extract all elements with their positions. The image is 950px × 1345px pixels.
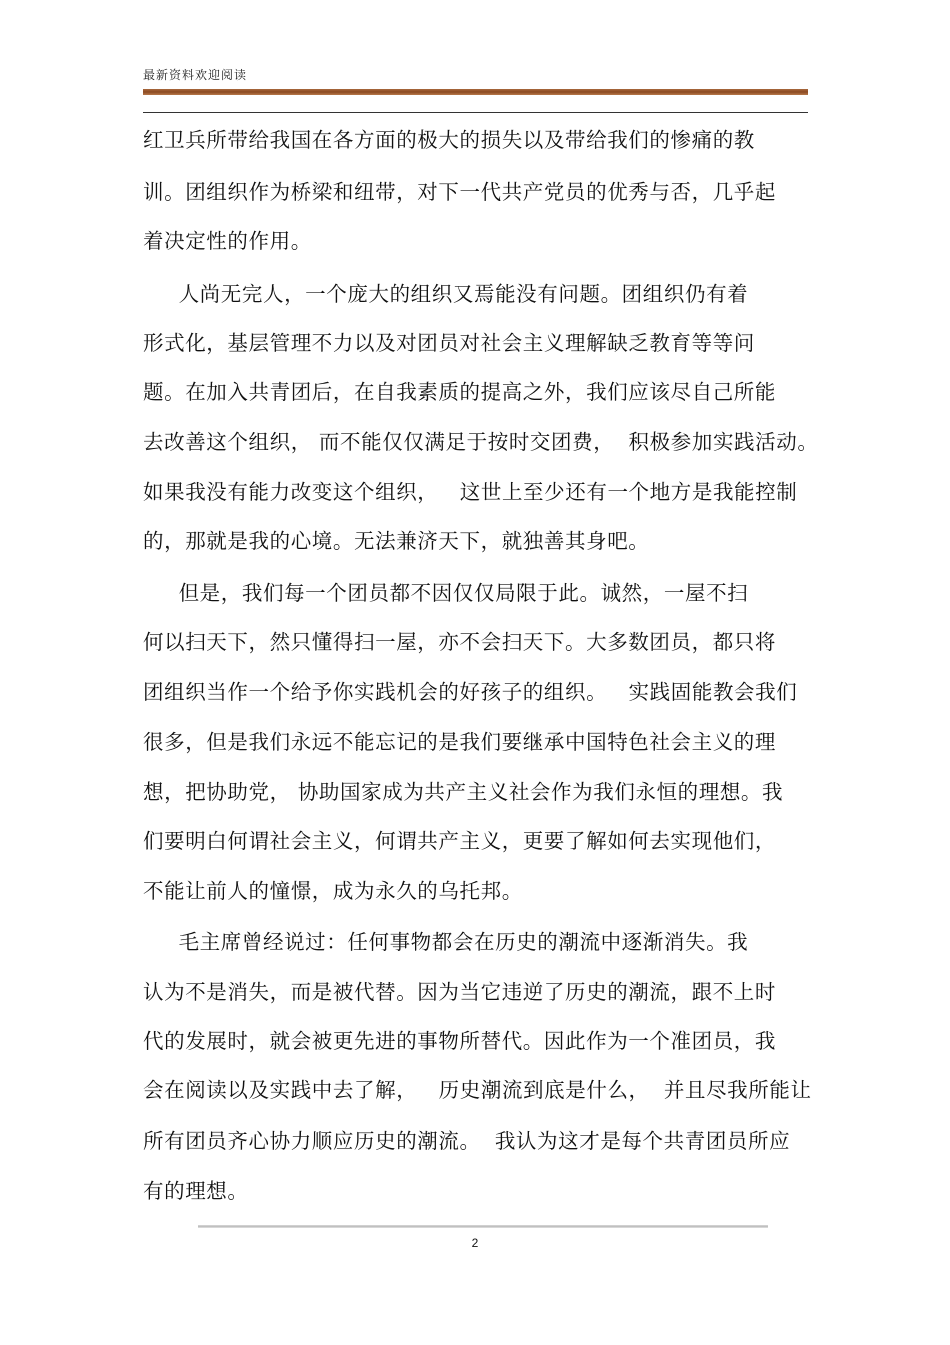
text-line: 着决定性的作用。	[143, 229, 312, 253]
text-line: 们要明白何谓社会主义，何谓共产主义，更要了解如何去实现他们，	[143, 829, 776, 853]
text-line: 不能让前人的憧憬，成为永久的乌托邦。	[143, 879, 523, 903]
text-line: 会在阅读以及实践中去了解， 历史潮流到底是什么， 并且尽我所能让	[143, 1078, 812, 1102]
text-line: 人尚无完人，一个庞大的组织又焉能没有问题。团组织仍有着	[143, 282, 749, 306]
text-line: 想，把协助党， 协助国家成为共产主义社会作为我们永恒的理想。我	[143, 780, 784, 804]
text-line: 很多，但是我们永远不能忘记的是我们要继承中国特色社会主义的理	[143, 730, 776, 754]
text-line: 形式化，基层管理不力以及对团员对社会主义理解缺乏教育等等问	[143, 331, 755, 355]
text-line: 有的理想。	[143, 1179, 249, 1203]
text-line: 毛主席曾经说过：任何事物都会在历史的潮流中逐渐消失。我	[143, 930, 749, 954]
text-line: 何以扫天下，然只懂得扫一屋，亦不会扫天下。大多数团员，都只将	[143, 630, 776, 654]
text-line: 但是，我们每一个团员都不因仅仅局限于此。诚然，一屋不扫	[143, 581, 749, 605]
footer-divider	[198, 1225, 768, 1228]
header-divider-thin	[143, 112, 808, 113]
text-line: 如果我没有能力改变这个组织， 这世上至少还有一个地方是我能控制	[143, 480, 798, 504]
header-divider-thick	[143, 89, 808, 95]
text-line: 所有团员齐心协力顺应历史的潮流。 我认为这才是每个共青团员所应	[143, 1129, 791, 1153]
text-line: 去改善这个组织， 而不能仅仅满足于按时交团费， 积极参加实践活动。	[143, 430, 819, 454]
text-line: 题。在加入共青团后，在自我素质的提高之外，我们应该尽自己所能	[143, 380, 776, 404]
text-line: 认为不是消失，而是被代替。因为当它违逆了历史的潮流，跟不上时	[143, 980, 776, 1004]
text-line: 训。团组织作为桥梁和纽带，对下一代共产党员的优秀与否，几乎起	[143, 180, 776, 204]
text-line: 的，那就是我的心境。无法兼济天下，就独善其身吧。	[143, 529, 650, 553]
text-line: 代的发展时，就会被更先进的事物所替代。因此作为一个准团员，我	[143, 1029, 776, 1053]
header-title: 最新资料欢迎阅读	[143, 68, 248, 82]
text-line: 团组织当作一个给予你实践机会的好孩子的组织。 实践固能教会我们	[143, 680, 798, 704]
text-line: 红卫兵所带给我国在各方面的极大的损失以及带给我们的惨痛的教	[143, 128, 755, 152]
page-number: 2	[471, 1236, 479, 1250]
